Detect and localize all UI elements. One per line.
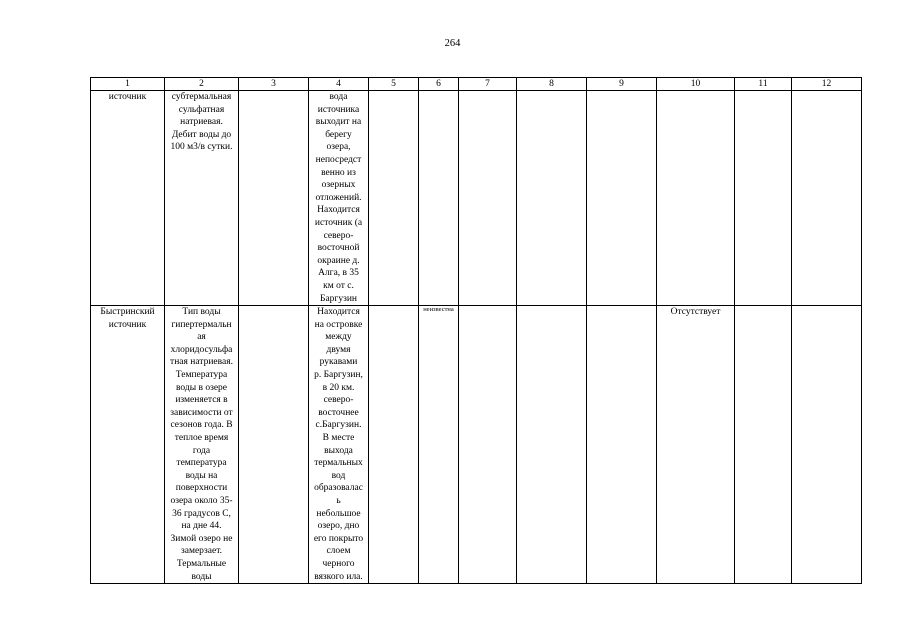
table-cell: источник: [91, 91, 165, 306]
table-row: [91, 306, 862, 584]
page-number: 264: [444, 38, 461, 49]
column-header-12: 12: [792, 78, 862, 91]
table-cell: Быстринский источник: [91, 306, 165, 584]
column-header-7: 7: [459, 78, 517, 91]
table-cell: Находится на островке между двумя рукавами р. Баргузин, в 20 км. северо- восточнее с.Баргузин. В месте выхода термальных вод образовалас ь небольшое озеро, дно его покрыто слоем черного вязкого ила.: [309, 306, 369, 584]
table-cell: [792, 91, 862, 306]
table-cell: [587, 91, 657, 306]
table-cell: [459, 306, 517, 584]
data-table: [90, 77, 862, 584]
column-header-1: 1: [91, 78, 165, 91]
table-cell: [792, 306, 862, 584]
table-cell: [657, 91, 735, 306]
table-cell: [239, 91, 309, 306]
table-cell: [517, 91, 587, 306]
table-cell: [369, 91, 419, 306]
table-cell: [735, 306, 792, 584]
table-cell: неизвестна: [419, 306, 459, 584]
column-header-4: 4: [309, 78, 369, 91]
table-cell: [369, 306, 419, 584]
table-cell: [239, 306, 309, 584]
table-cell: [517, 306, 587, 584]
table-cell: вода источника выходит на берегу озера, непосредст венно из озерных отложений. Находится источник (а северо- восточной окраине д. Алга, в 35 км от с. Баргузин: [309, 91, 369, 306]
table-cell: Отсутствует: [657, 306, 735, 584]
column-header-5: 5: [369, 78, 419, 91]
column-header-9: 9: [587, 78, 657, 91]
column-header-3: 3: [239, 78, 309, 91]
column-header-10: 10: [657, 78, 735, 91]
table-row: [91, 91, 862, 306]
column-header-6: 6: [419, 78, 459, 91]
table-cell: [459, 91, 517, 306]
column-header-8: 8: [517, 78, 587, 91]
header-row: [91, 78, 862, 91]
table-cell: [587, 306, 657, 584]
table-cell: [419, 91, 459, 306]
table-cell: [735, 91, 792, 306]
table-cell: субтермальная сульфатная натриевая. Дебит воды до 100 м3/в сутки.: [165, 91, 239, 306]
column-header-2: 2: [165, 78, 239, 91]
column-header-11: 11: [735, 78, 792, 91]
table-cell: Тип воды гипертермальн ая хлоридосульфа тная натриевая. Температура воды в озере изменяется в зависимости от сезонов года. В теплое время года температура воды на поверхности озера около 35- 36 градусов С, на дне 44. Зимой озеро не замерзает. Термальные воды: [165, 306, 239, 584]
